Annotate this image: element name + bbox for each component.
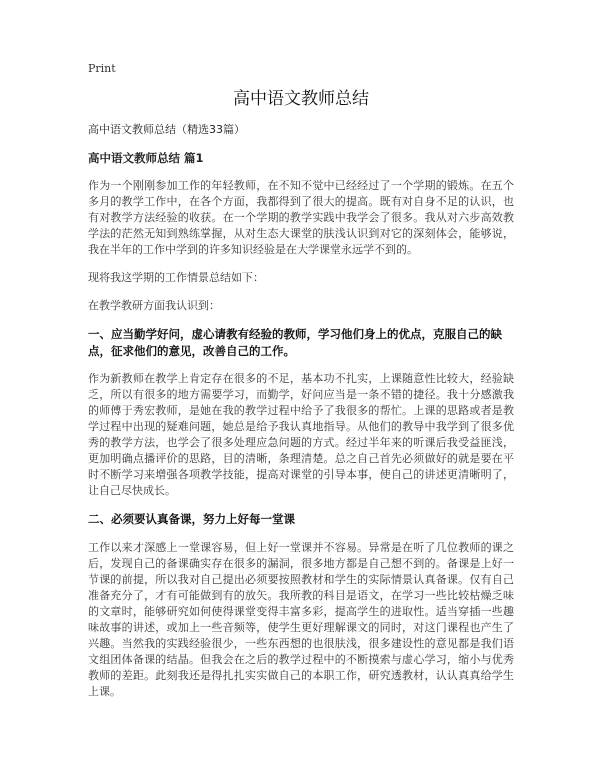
document-subtitle: 高中语文教师总结（精选33篇） [88, 123, 245, 136]
heading-1: 一、应当勤学好问，虚心请教有经验的教师，学习他们身上的优点，克服自己的缺点，征求他们的意见，改善自己的工作。 [88, 327, 502, 358]
paragraph-heading-1-body: 作为新教师在教学上肯定存在很多的不足，基本功不扎实，上课随意性比较大，经验缺乏，所以有很多的地方需要学习，而勤学，好问应当是一条不错的捷径。我十分感激我的师傅于秀宏教师，是她在我的教学过程中给予了我很多的帮忙。上课的思路或者是教学过程中出现的疑难问题，她总是给予我认真地指导。从他们的教导中我学到了很多优秀的教学方法，也学会了很多处理应急问题的方式。经过半年来的听课后我受益匪浅，更加明确点播评价的思路，目的清晰，条理清楚。总之自己首先必须做好的就是要在平时不断学习来增强各项教学技能，提高对课堂的引导本事，使自己的讲述更清晰明了，让自己尽快成长。 [88, 372, 514, 497]
section-title: 高中语文教师总结 篇1 [88, 151, 204, 165]
paragraph-intro: 作为一个刚刚参加工作的年轻教师，在不知不觉中已经经过了一个学期的锻炼。在五个多月的教学工作中，在各个方面，我都得到了很大的提高。既有对自身不足的认识，也有对教学方法经验的收获。在一个学期的教学实践中我学会了很多。我从对六步高效教学法的茫然无知到熟练掌握，从对生态大课堂的肤浅认识到对它的深刻体会，能够说，我在半年的工作中学到的许多知识经验是在大学课堂永远学不到的。 [88, 179, 514, 256]
paragraph-heading-2-body: 工作以来才深感上一堂课容易，但上好一堂课并不容易。异常是在听了几位教师的课之后，发现自己的备课确实存在很多的漏洞，很多地方都是自己想不到的。备课是上好一节课的前提，所以我对自己提出必须要按照教材和学生的实际情景认真备课。仅有自己准备充分了，才有可能做到有的放矢。我所教的科目是语文，在学习一些比较枯燥乏味的文章时，能够研究如何使得课堂变得丰富多彩，提高学生的进取性。适当穿插一些趣味故事的讲述，或加上一些音频等，使学生更好理解课文的同时，对这门课程也产生了兴趣。当然我的实践经验很少，一些东西想的也很肤浅，很多建设性的意见都是我们语文组团体备课的结晶。但我会在之后的教学过程中的不断摸索与虚心学习，缩小与优秀教师的差距。此刻我还是得扎扎实实做自己的本职工作，研究透教材，认认真真给学生上课。 [88, 540, 514, 698]
print-label: Print [88, 62, 116, 75]
heading-2: 二、必须要认真备课，努力上好每一堂课 [88, 512, 295, 526]
document-title: 高中语文教师总结 [233, 89, 369, 109]
paragraph-teaching-lead: 在教学教研方面我认识到： [88, 299, 220, 312]
document-page [88, 62, 514, 712]
paragraph-summary-lead: 现将我这学期的工作情景总结如下： [88, 271, 264, 284]
